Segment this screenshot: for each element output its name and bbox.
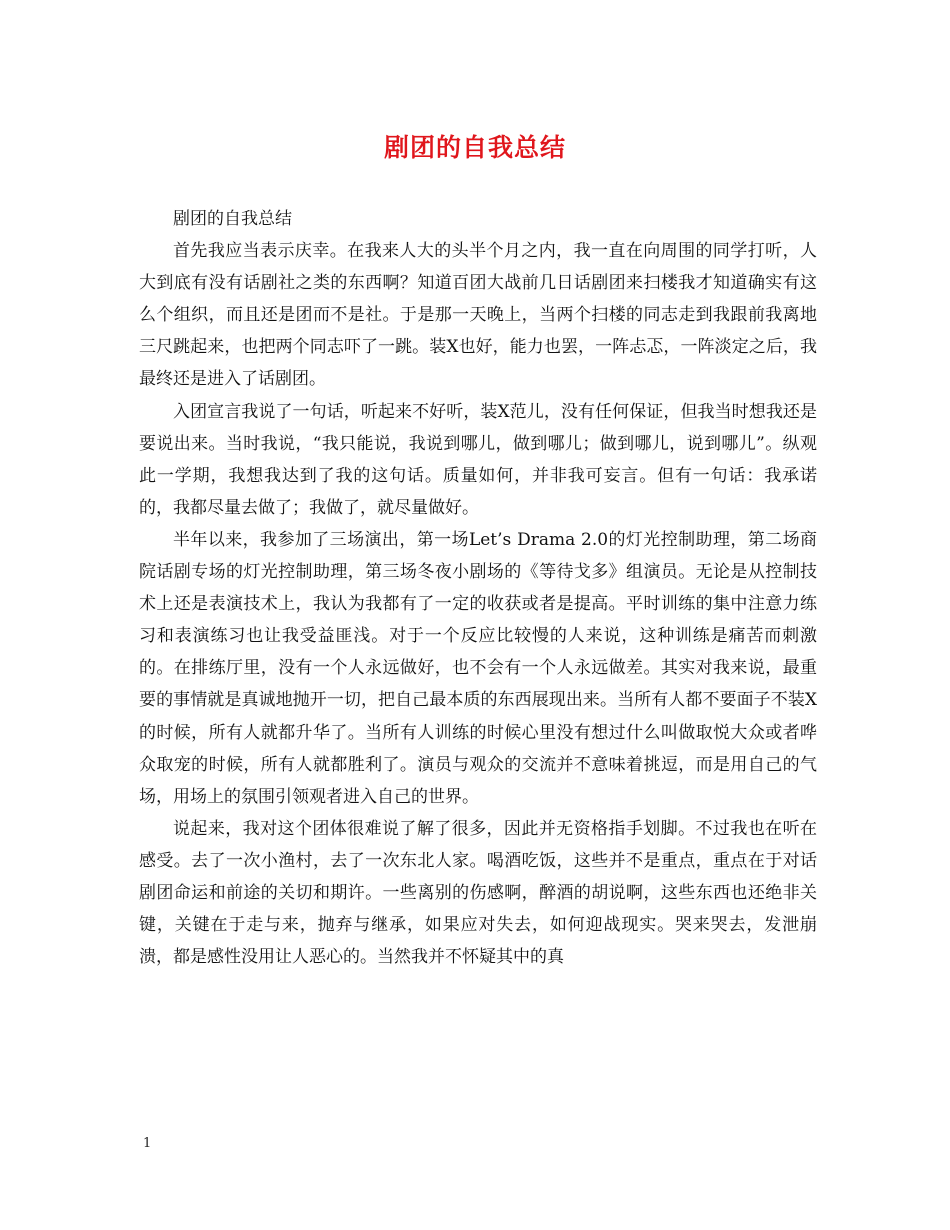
document-title: 剧团的自我总结 — [383, 133, 566, 162]
paragraph-subtitle: 剧团的自我总结 — [173, 209, 292, 229]
document-body — [139, 203, 817, 973]
page-number: 1 — [143, 1136, 152, 1151]
paragraph: 半年以来，我参加了三场演出，第一场Let’s Drama 2.0的灯光控制助理，第二场商院话剧专场的灯光控制助理，第三场冬夜小剧场的《等待戈多》组演员。无论是从控制技术上还是表演技术上，我认为我都有了一定的收获或者是提高。平时训练的集中注意力练习和表演练习也让我受益匪浅。对于一个反应比较慢的人来说，这种训练是痛苦而刺激的。在排练厅里，没有一个人永远做好，也不会有一个人永远做差。其实对我来说，最重要的事情就是真诚地抛开一切，把自己最本质的东西展现出来。当所有人都不要面子不装X的时候，所有人就都升华了。当所有人训练的时候心里没有想过什么叫做取悦大众或者哗众取宠的时候，所有人就都胜利了。演员与观众的交流并不意味着挑逗，而是用自己的气场，用场上的氛围引领观者进入自己的世界。 — [139, 529, 817, 807]
paragraph: 入团宣言我说了一句话，听起来不好听，装X范儿，没有任何保证，但我当时想我还是要说出来。当时我说，“我只能说，我说到哪儿，做到哪儿；做到哪儿，说到哪儿”。纵观此一学期，我想我达到了我的这句话。质量如何，并非我可妄言。但有一句话：我承诺的，我都尽量去做了；我做了，就尽量做好。 — [139, 401, 817, 518]
paragraph: 说起来，我对这个团体很难说了解了很多，因此并无资格指手划脚。不过我也在听在感受。去了一次小渔村，去了一次东北人家。喝酒吃饭，这些并不是重点，重点在于对话剧团命运和前途的关切和期许。一些离别的伤感啊，醉酒的胡说啊，这些东西也还绝非关键，关键在于走与来，抛弃与继承，如果应对失去，如何迎战现实。哭来哭去，发泄崩溃，都是感性没用让人恶心的。当然我并不怀疑其中的真 — [139, 818, 817, 968]
paragraph: 首先我应当表示庆幸。在我来人大的头半个月之内，我一直在向周围的同学打听，人大到底有没有话剧社之类的东西啊？知道百团大战前几日话剧团来扫楼我才知道确实有这么个组织，而且还是团而不是社。于是那一天晚上，当两个扫楼的同志走到我跟前我离地三尺跳起来，也把两个同志吓了一跳。装X也好，能力也罢，一阵忐忑，一阵淡定之后，我最终还是进入了话剧团。 — [139, 241, 817, 390]
